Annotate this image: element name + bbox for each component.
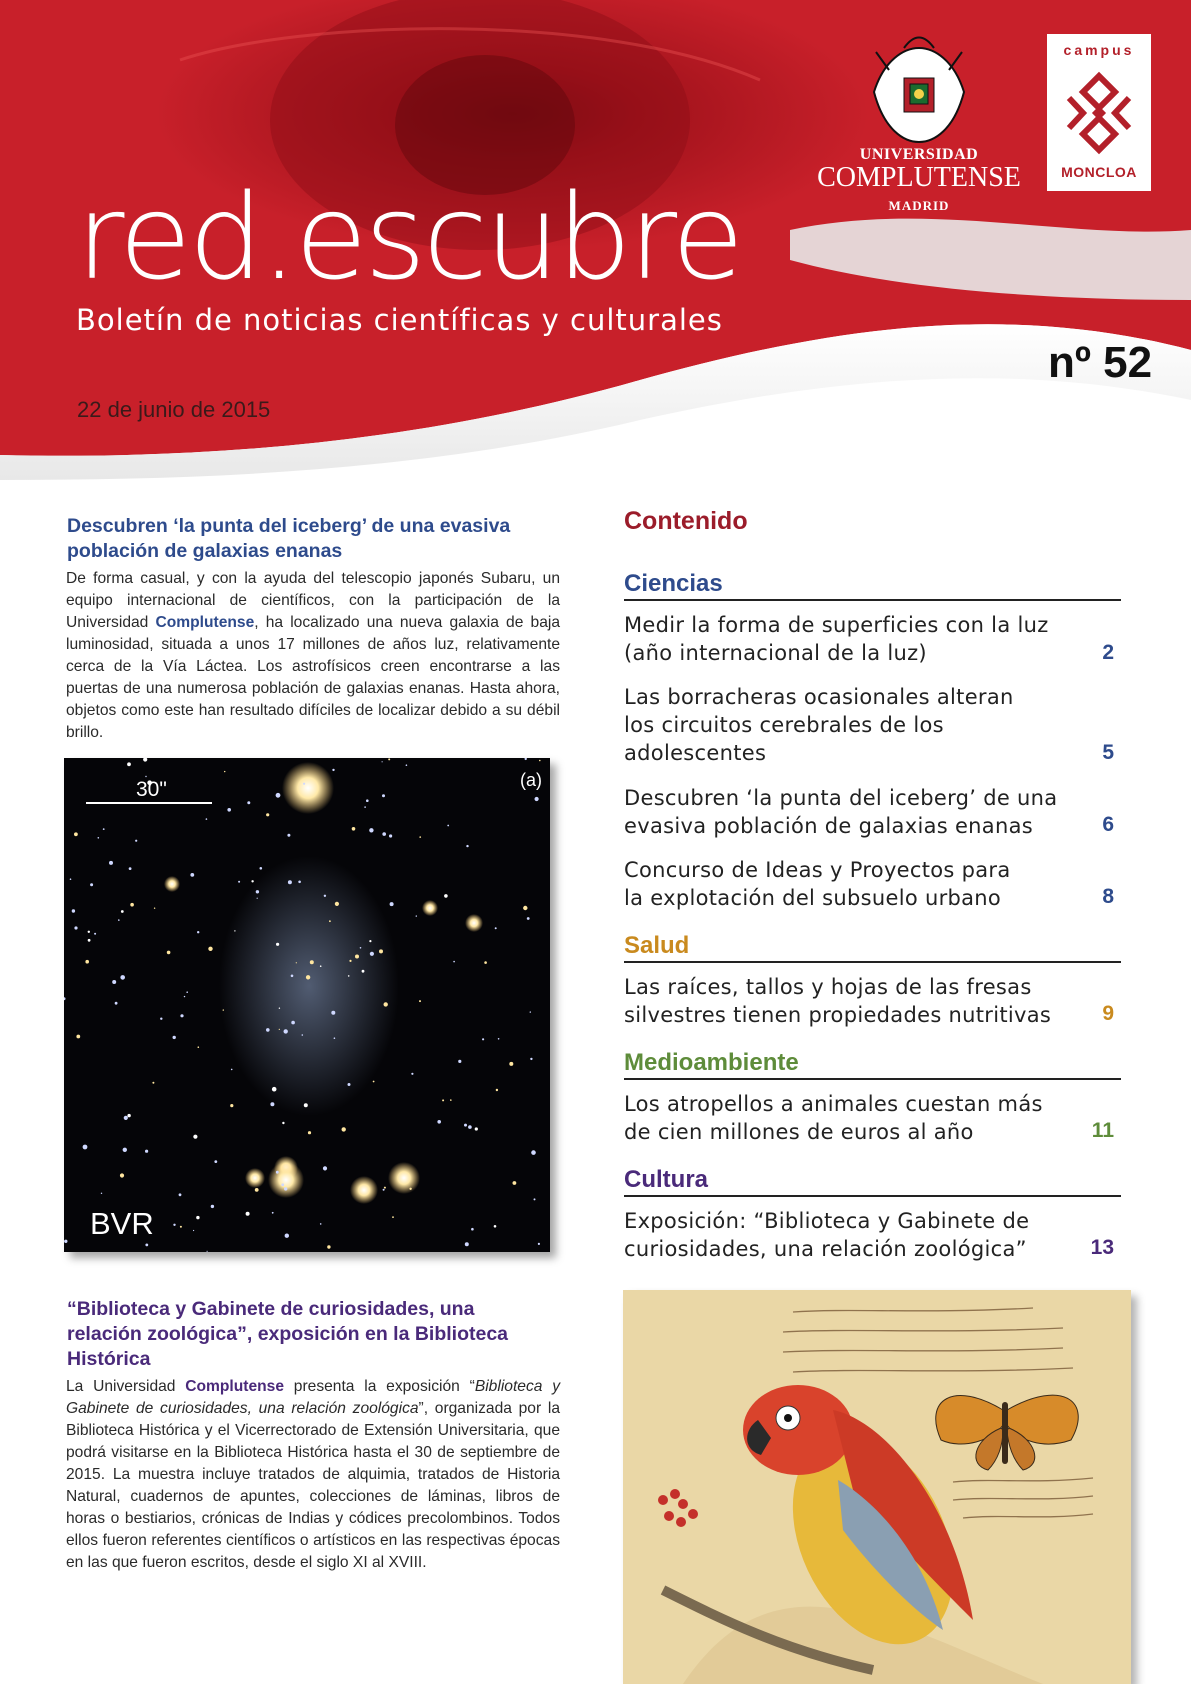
toc-item-line2: (año internacional de la luz) [624,641,927,665]
star [306,975,310,979]
star [74,832,78,836]
star [383,1189,385,1191]
star [154,908,155,909]
toc-page-number[interactable]: 5 [1102,741,1114,764]
star [382,832,386,836]
star [535,797,539,801]
star [447,825,449,827]
galaxy-image [64,758,550,1252]
star [406,764,408,766]
campus-name: MONCLOA [1061,164,1137,180]
star [266,813,269,816]
star [453,961,455,963]
star [279,1029,280,1030]
star [256,890,259,893]
toc-item-line1: Descubren ‘la punta del iceberg’ de una [624,786,1058,810]
star [198,1046,200,1048]
star [76,1035,80,1039]
star [288,880,292,884]
ucm-logo [814,30,1024,220]
scale-label: 30" [136,778,167,801]
article1-headline-line1: Descubren ‘la punta del iceberg’ de una evasiva [67,515,511,537]
toc-item-line2: silvestres tienen propiedades nutritivas [624,1003,1052,1027]
star [279,1008,280,1009]
star [332,769,334,771]
star [83,1145,88,1150]
campus-moncloa-logo [1047,34,1151,191]
article1-body-strong: Complutense [155,614,255,631]
star [390,902,394,906]
toc-page-number[interactable]: 2 [1102,641,1114,664]
star [327,1245,330,1248]
star [323,1166,327,1170]
star [450,1099,452,1101]
article1-headline[interactable] [67,514,510,564]
article1-body [66,568,560,744]
star [143,758,147,762]
star [348,1083,351,1086]
star [103,828,105,830]
star [112,980,116,984]
ucm-crest-icon [814,30,1024,146]
star [208,947,212,951]
star [496,1089,498,1091]
toc-item-line2: de cien millones de euros al año [624,1120,974,1144]
star [115,1002,118,1005]
star [118,919,120,921]
star [284,1029,288,1033]
star [72,909,75,912]
star [349,960,351,962]
toc-item-line3: adolescentes [624,741,767,765]
newsletter-subtitle: Boletín de noticias científicas y culturales [76,303,723,337]
star [184,996,185,997]
article2-body-b: presenta la exposición “ [284,1378,475,1395]
star [525,758,527,760]
toc-item-line1: Las borracheras ocasionales alteran [624,685,1014,709]
star [109,861,113,865]
article2-body-strong: Complutense [185,1378,285,1395]
article1-body-b: , ha localizado una nueva galaxia de baja luminosidad, situada a unos 17 millones de años luz, relativamente cerca de la Vía Láctea. Los astrofísicos creen encontrarse a las puertas de una numerosa población de galaxias enanas. Hasta ahora, objetos como este han resultado difíciles de localizar debido a su débil brillo. [66,614,560,741]
toc-item-fresas[interactable] [624,973,1124,1029]
star [366,799,369,802]
star [206,818,208,820]
star [389,834,392,837]
parrot-manuscript-image [623,1290,1131,1684]
star [409,1188,411,1190]
star [531,1150,536,1155]
star [538,1243,540,1245]
toc-section-ciencias[interactable]: Ciencias [624,570,1121,601]
toc-page-number[interactable]: 8 [1102,885,1114,908]
star [458,1060,461,1063]
article1-headline-line2: población de galaxias enanas [67,540,343,562]
star [231,1069,233,1071]
star [494,1225,497,1228]
article2-headline-line2: relación zoológica”, exposición en la Biblioteca [67,1323,509,1345]
star [101,1193,102,1194]
star [527,917,530,920]
star [302,1034,304,1036]
star [276,793,281,798]
star [230,1104,233,1107]
parrot-illustration [623,1290,1131,1684]
article2-body-a: La Universidad [66,1378,186,1395]
star [362,970,365,973]
issue-date: 22 de junio de 2015 [77,397,271,422]
campus-label: campus [1063,42,1135,58]
star [130,903,134,907]
star [498,1038,500,1040]
star [304,1103,308,1107]
star [523,906,527,910]
star [539,760,541,762]
star [224,771,225,772]
star [276,943,279,946]
article2-body-em: Biblioteca y Gabinete de curiosidades, una relación zoológica [66,1378,560,1417]
star [272,1212,274,1214]
toc-item-punta-iceberg[interactable] [624,784,1124,840]
star [211,1205,214,1208]
toc-item-exposicion[interactable] [624,1207,1124,1263]
newsletter-title: red.escubre [76,168,742,306]
toc-title: Contenido [624,507,748,535]
star [272,1087,277,1092]
star [442,1099,444,1101]
star [247,801,250,804]
star [173,1036,176,1039]
star [419,1000,421,1002]
star [180,1014,183,1017]
star [197,931,199,933]
star [127,1114,130,1117]
star [298,881,301,884]
toc-section-salud[interactable]: Salud [624,932,1121,963]
toc-item-atropellos[interactable] [624,1090,1124,1146]
toc-item-line1: Los atropellos a animales cuestan más [624,1092,1043,1116]
toc-page-number[interactable]: 11 [1091,1119,1114,1142]
star [145,1150,148,1153]
star [179,1193,182,1196]
star [370,952,374,956]
toc-item-concurso-ideas[interactable] [624,856,1124,912]
star [214,1160,217,1163]
star [352,827,356,831]
star [320,1223,322,1225]
star [190,873,194,877]
article2-headline[interactable] [67,1297,508,1372]
star [329,920,331,922]
star [482,1038,484,1040]
star [291,975,294,978]
toc-item-medir-forma[interactable] [624,611,1124,667]
star [484,961,487,964]
star [266,1028,270,1032]
star [270,1102,274,1106]
toc-page-number[interactable]: 13 [1090,1236,1114,1259]
star [276,1171,279,1174]
star [308,1131,311,1134]
article2-headline-line1: “Biblioteca y Gabinete de curiosidades, una [67,1298,475,1320]
star [121,910,124,913]
star [193,1230,194,1231]
star [416,915,417,916]
star [207,1251,208,1252]
campus-emblem-icon [1061,70,1137,156]
star [384,1187,386,1189]
star [227,808,231,812]
star [468,1125,472,1129]
star [465,1242,469,1246]
star [85,960,89,964]
star [475,1127,478,1130]
star [382,794,385,797]
star [145,776,146,777]
star [382,761,383,762]
star [223,1009,224,1010]
star [120,1173,124,1177]
star [331,1011,335,1015]
star [530,1011,531,1012]
article2-headline-line3: Histórica [67,1348,151,1370]
star [310,960,314,964]
star [509,1062,513,1066]
star [64,997,66,1000]
star [411,1073,413,1075]
star [196,1216,199,1219]
article2-body-c: ”, organizada por la Biblioteca Histórica y el Vicerrectorado de Extensión Universitaria, que podrá visitarse en la Biblioteca Histórica hasta el 30 de septiembre de 2015. La muestra incluye tratados de alquimia, tratados de Historia Natural, cuadernos de apuntes, colecciones de láminas, libros de horas o bestiarios, crónicas de Indias y códices precolombinos. Todos ellos fueron referentes científicos o artísticos en las respectivas épocas en las que fueron escritos, desde el siglo XI al XVIII. [66,1400,561,1571]
star [135,840,137,842]
star [70,878,72,880]
star [320,965,322,967]
toc-item-line2: los circuitos cerebrales de los [624,713,944,737]
star [287,834,290,837]
toc-item-borracheras[interactable] [624,683,1124,767]
galaxy-starfield [64,758,550,1252]
star [94,933,96,935]
star [90,883,93,886]
star [388,758,390,760]
star [513,1181,517,1185]
star [364,806,366,808]
star [88,931,90,933]
star [193,1135,197,1139]
ucm-name-line3: MADRID [888,198,950,213]
star [124,1116,128,1120]
star [392,1216,394,1218]
star [444,894,448,898]
star [145,1244,148,1247]
star [260,867,263,870]
toc-item-line1: Las raíces, tallos y hojas de las fresas [624,975,1032,999]
star [282,1122,284,1124]
masthead [0,0,1191,480]
star [334,1037,336,1039]
toc-item-line1: Exposición: “Biblioteca y Gabinete de [624,1209,1030,1233]
star [64,1240,67,1243]
star [303,783,305,785]
scale-bar [86,802,212,804]
star [471,1228,474,1231]
star [291,1021,295,1025]
star [373,1081,375,1083]
toc-page-number[interactable]: 6 [1102,813,1114,836]
star [495,927,497,929]
toc-item-line1: Concurso de Ideas y Proyectos para [624,858,1011,882]
article2-body [66,1376,560,1574]
star [284,1187,287,1190]
star [348,975,350,977]
star [379,949,383,953]
star [464,1124,467,1127]
star [238,881,240,883]
article1-body-a: De forma casual, y con la ayuda del telescopio japonés Subaru, un equipo internacional de científicos, con la participación de la Universidad [66,570,560,631]
star [534,1198,536,1200]
issue-number: nº 52 [1048,338,1153,387]
star [120,975,125,980]
toc-item-line2: evasiva población de galaxias enanas [624,814,1033,838]
star [234,930,235,931]
star [281,1183,284,1186]
toc-item-line2: curiosidades, una relación zoológica” [624,1237,1027,1261]
toc-section-cultura[interactable]: Cultura [624,1166,1121,1197]
star [251,880,253,882]
star [167,951,171,955]
star [369,828,373,832]
toc-item-line1: Medir la forma de superficies con la luz [624,613,1049,637]
star [246,1212,250,1216]
star [173,1224,175,1226]
panel-tag: (a) [520,770,542,790]
ucm-name-line1: UNIVERSIDAD [859,146,979,163]
star [360,947,362,949]
star [355,955,359,959]
star [88,939,91,942]
star [437,1120,441,1124]
star [335,902,339,906]
star [123,1148,127,1152]
star [342,1127,346,1131]
dwarf-galaxy [219,856,399,1116]
star [74,926,77,929]
star [285,1234,289,1238]
star [384,1002,388,1006]
toc-page-number[interactable]: 9 [1102,1002,1114,1025]
star [419,836,421,838]
star [127,762,131,766]
star [186,991,188,993]
star [257,898,258,899]
star [296,962,297,963]
star [129,867,132,870]
star [152,1082,154,1084]
star [530,1058,532,1060]
star [98,837,100,839]
star [180,1226,182,1228]
star [255,1188,259,1192]
star [466,845,468,847]
star [369,940,371,942]
toc-section-medioambiente[interactable]: Medioambiente [624,1049,1121,1080]
star [160,1018,162,1020]
star [324,895,326,897]
toc-item-line2: la explotación del subsuelo urbano [624,886,1002,910]
filter-label: BVR [90,1206,154,1241]
ucm-name-line2: COMPLUTENSE [817,162,1021,193]
